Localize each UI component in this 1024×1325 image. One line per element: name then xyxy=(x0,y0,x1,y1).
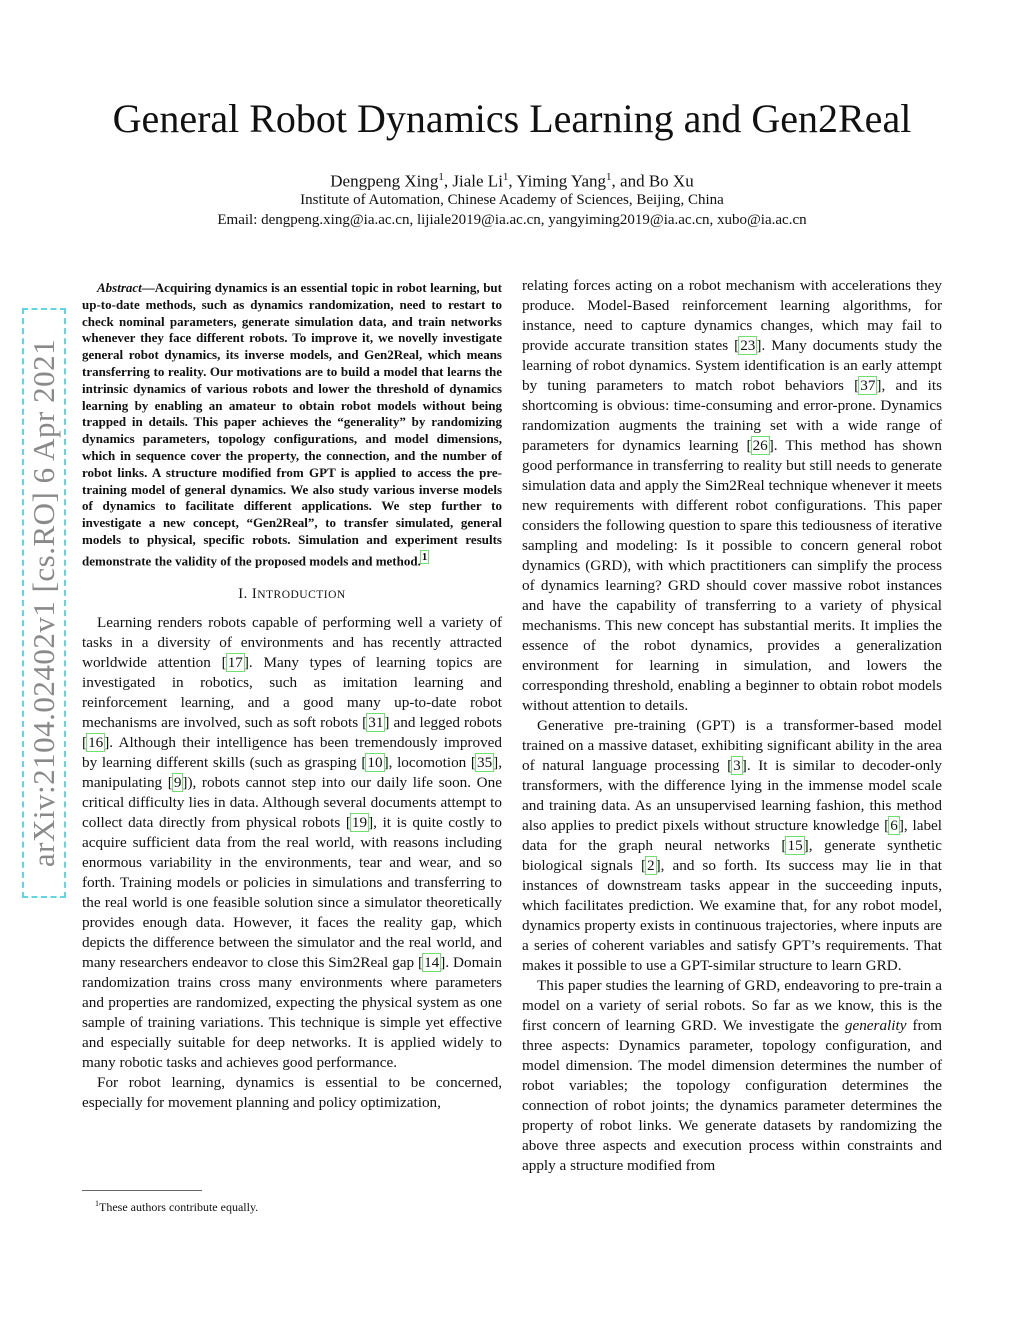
abstract xyxy=(82,280,502,570)
citation-link[interactable]: 6 xyxy=(890,817,898,834)
text-run: ], manipulating [ xyxy=(82,753,503,791)
text-run: ], generate synthetic biological signals [ xyxy=(522,837,942,874)
citation-link[interactable]: 10 xyxy=(367,753,383,771)
text-run: This paper studies the learning of GRD, endeavoring to pre-train a model on a variety of serial robots. So far as we know, this is the first concern of learning GRD. We investigate the xyxy=(522,977,942,1034)
author-name: and Bo Xu xyxy=(620,171,694,191)
text-run: ]. Domain randomization trains cross many environments where parameters and properties are randomized, expecting the physical system as one sample of training variations. This technique is simple yet effective and especially suitable for deep networks. It is applied widely to many robotic tasks and achieves good performance. xyxy=(82,953,502,1071)
text-run: ], label data for the graph neural networks [ xyxy=(522,817,942,854)
text-run: ] and legged robots [ xyxy=(82,713,502,751)
text-run: ]. This method has shown good performance in transferring to reality but still needs to generate simulation data and apply the Sim2Real technique whenever it meets new requirements with different robot configurations. This paper considers the following question to spare this tediousness of iterative sampling and modeling: Is it possible to concern general robot dynamics (GRD), with which practitioners can simplify the process of dynamics learning? GRD should cover massive robot instances and have the capability of transferring to a variety of physical mechanisms. This new concept has substantial merits. It implies the essence of the robot dynamics, provides a generalization environment for learning in simulation, and lowers the corresponding threshold, enabling a beginner to obtain robot models without attention to details. xyxy=(522,437,942,714)
text-run: ], and so forth. Its success may lie in that instances of downstream tasks appear in the succeeding inputs, which facilitates prediction. We examine that, for any robot model, dynamics property exists in continuous trajectories, where inputs are a series of coherent variables and satisfy GPT’s requirements. That makes it possible to use a GPT-similar structure to learn GRD. xyxy=(522,857,942,974)
text-run: ], and its shortcoming is obvious: time-consuming and error-prone. Dynamics randomization augments the training set with a wide range of parameters for dynamics learning [ xyxy=(522,377,942,454)
author-affil-mark: 1 xyxy=(502,171,509,183)
affiliation: Institute of Automation, Chinese Academy of Sciences, Beijing, China xyxy=(300,192,724,208)
abstract-text: Acquiring dynamics is an essential topic in robot learning, but up-to-date methods, such as dynamics randomization, need to restart to check nominal parameters, generate simulation data, and train networks whenever they face different robots. To improve it, we novelly investigate general robot dynamics, its inverse models, and Gen2Real, which means transferring to reality. Our motivations are to build a model that learns the intrinsic dynamics of various robots and lower the threshold of dynamics learning by enabling an amateur to obtain robot models without being trapped in details. This paper achieves the “generality” by randomizing dynamics parameters, topology configurations, and model dimensions, which in sequence cover the property, the connection, and the number of robot links. A structure modified from GPT is applied to access the pre-training model of general dynamics. We also study various inverse models of dynamics to facilitate different applications. We step further to investigate a new concept, “Gen2Real”, to transfer simulated, general models to physical, specific robots. Simulation and experiment results demonstrate the validity of the proposed models and method. xyxy=(82,280,502,569)
citation-link[interactable]: 31 xyxy=(368,713,384,731)
text-run: relating forces acting on a robot mechanism with accelerations they produce. Model-Based reinforcement learning algorithms, for instance, need to capture dynamics changes, which may fail to provide accurate transition states [ xyxy=(522,277,942,354)
citation-link[interactable]: 16 xyxy=(88,733,104,751)
section-initial: I xyxy=(251,585,258,602)
text-run: ]. Many types of learning topics are investigated in robotics, such as imitation learning and reinforcement learning, and a good many up-to-date robot mechanisms are involved, such as soft robots [ xyxy=(82,653,503,731)
abstract-lead: Abstract xyxy=(97,280,142,295)
intro-paragraph-3 xyxy=(522,716,942,976)
citation-link[interactable]: 2 xyxy=(647,857,655,874)
author-name: Jiale Li xyxy=(452,171,503,191)
intro-paragraph-2: For robot learning, dynamics is essential to be concerned, especially for movement planning and policy optimization, xyxy=(82,1073,502,1111)
citation-link[interactable]: 9 xyxy=(173,773,182,791)
text-run: ], locomotion [ xyxy=(383,753,476,771)
citation-link[interactable]: 14 xyxy=(424,953,440,971)
left-column xyxy=(82,280,502,1113)
section-heading-introduction xyxy=(82,584,502,605)
intro-paragraph-1 xyxy=(82,613,502,1073)
citation-link[interactable]: 35 xyxy=(476,753,493,771)
right-column xyxy=(522,276,942,1176)
footnote xyxy=(95,1196,258,1215)
text-run: Learning renders robots capable of performing well a variety of tasks in a diversity of environments and has recently attracted worldwide attention [ xyxy=(82,613,502,671)
author-affil-mark: 1 xyxy=(438,171,444,183)
author-affil-mark: 1 xyxy=(606,171,612,183)
paper-title: General Robot Dynamics Learning and Gen2Real xyxy=(112,96,912,141)
footnote-link[interactable]: 1 xyxy=(421,550,428,563)
citation-link[interactable]: 15 xyxy=(787,837,803,854)
footnote-divider xyxy=(82,1190,202,1191)
author-emails[interactable]: Email: dengpeng.xing@ia.ac.cn, lijiale2019@ia.ac.cn, yangyiming2019@ia.ac.cn, xubo@ia.ac.cn xyxy=(217,212,807,228)
footnote-text: These authors contribute equally. xyxy=(99,1200,259,1214)
citation-link[interactable]: 37 xyxy=(860,377,876,394)
section-title: NTRODUCTION xyxy=(257,588,346,601)
text-run: Generative pre-training (GPT) is a transformer-based model trained on a massive dataset, exhibiting significant ability in the area of natural language processing [ xyxy=(522,717,942,774)
citation-link[interactable]: 26 xyxy=(752,437,768,454)
text-run: ]. Many documents study the learning of robot dynamics. System identification is an early attempt by tuning parameters to match robot behaviors [ xyxy=(522,337,942,394)
citation-link[interactable]: 17 xyxy=(227,653,243,671)
section-number: I. xyxy=(238,585,248,602)
intro-paragraph-4 xyxy=(522,976,942,1176)
emphasis: generality xyxy=(844,1017,907,1034)
text-run: ], it is quite costly to acquire sufficient data from the real world, with reasons including enormous variability in the environments, tear and wear, and so forth. Training models or policies in simulations and transferring to the real world is one feasible solution since a simulator theoretically provides enough data. However, it faces the reality gap, which depicts the difference between the simulator and the real world, and many researchers endeavor to close this Sim2Real gap [ xyxy=(82,813,502,971)
text-run: ]), robots cannot step into our daily life soon. One critical difficulty lies in data. Although several documents attempt to collect data directly from physical robots [ xyxy=(82,773,502,831)
intro-paragraph-2-continued xyxy=(522,276,942,716)
arxiv-identifier-stamp[interactable]: arXiv:2104.02402v1 [cs.RO] 6 Apr 2021 xyxy=(22,308,66,898)
author-name: Dengpeng Xing xyxy=(330,171,439,191)
citation-link[interactable]: 23 xyxy=(740,337,756,354)
text-run: ]. It is similar to decoder-only transformers, with the difference lying in the immense model scale and training data. As an unsupervised learning fashion, this method also applies to predict pixels without structure knowledge [ xyxy=(522,757,942,834)
citation-link[interactable]: 19 xyxy=(351,813,368,831)
text-run: ]. Although their intelligence has been tremendously improved by learning different skills (such as grasping [ xyxy=(82,733,502,771)
abstract-dash: — xyxy=(141,280,155,295)
author-list: Dengpeng Xing$^1$, Jiale Li$^1$, Yiming Yang$^1$, and Bo Xu xyxy=(330,171,694,191)
citation-link[interactable]: 3 xyxy=(733,757,741,774)
text-run: from three aspects: Dynamics parameter, topology configuration, and model dimension. The model dimension determines the number of robot variables; the topology configuration determines the connection of robot joints; the dynamics parameter determines the property of robot links. We generate datasets by randomizing the above three aspects and execution process within constraints and apply a structure modified from xyxy=(522,1017,942,1174)
footnote-mark: 1 xyxy=(95,1199,99,1208)
author-name: Yiming Yang xyxy=(516,171,607,191)
